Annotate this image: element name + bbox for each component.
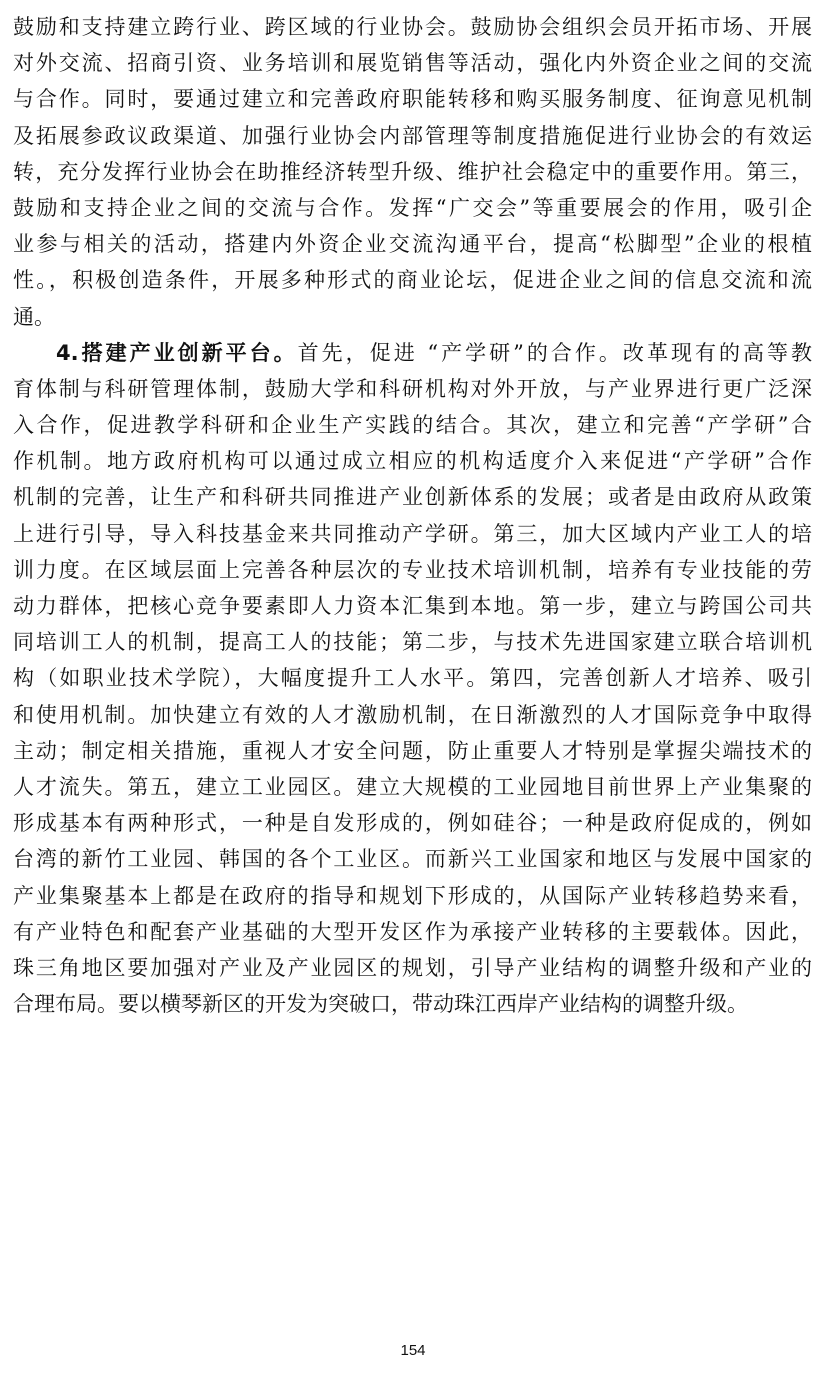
text-line: 机制的完善，让生产和科研共同推进产业创新体系的发展；或者是由政府从政策	[13, 485, 812, 510]
text-line: 作机制。地方政府机构可以通过成立相应的机构适度介入来促进“产学研”合作	[13, 449, 812, 474]
text-line: 业参与相关的活动，搭建内外资企业交流沟通平台，提高“松脚型”企业的根植	[13, 232, 812, 257]
text-line: 鼓励和支持建立跨行业、跨区域的行业协会。鼓励协会组织会员开拓市场、开展	[13, 15, 812, 39]
paragraph-industry-association	[13, 9, 812, 335]
text-line: 和使用机制。加快建立有效的人才激励机制，在日渐激烈的人才国际竞争中取得	[13, 702, 812, 727]
section-heading-title: 搭建产业创新平台。	[78, 340, 298, 365]
text-line: 主动；制定相关措施，重视人才安全问题，防止重要人才特别是掌握尖端技术的	[13, 738, 812, 763]
text-line: 育体制与科研管理体制，鼓励大学和科研机构对外开放，与产业界进行更广泛深	[13, 376, 812, 401]
paragraph-innovation-platform	[13, 335, 812, 1023]
text-line: 有产业特色和配套产业基础的大型开发区作为承接产业转移的主要载体。因此，	[13, 919, 812, 944]
text-line: 合理布局。要以横琴新区的开发为突破口，带动珠江西岸产业结构的调整升级。	[13, 992, 748, 1017]
text-line: 台湾的新竹工业园、韩国的各个工业区。而新兴工业国家和地区与发展中国家的	[13, 847, 812, 872]
text-line: 首先，促进 “产学研”的合作。改革现有的高等教	[297, 340, 812, 365]
text-line: 及拓展参政议政渠道、加强行业协会内部管理等制度措施促进行业协会的有效运	[13, 123, 812, 148]
text-line: 通。	[13, 304, 55, 329]
text-line: 形成基本有两种形式，一种是自发形成的，例如硅谷；一种是政府促成的，例如	[13, 811, 812, 836]
document-page	[13, 9, 812, 1022]
text-line: 上进行引导，导入科技基金来共同推动产学研。第三，加大区域内产业工人的培	[13, 521, 812, 546]
text-line: 训力度。在区域层面上完善各种层次的专业技术培训机制，培养有专业技能的劳	[13, 557, 812, 582]
text-line: 构（如职业技术学院），大幅度提升工人水平。第四，完善创新人才培养、吸引	[13, 666, 812, 691]
text-line: 动力群体，把核心竞争要素即人力资本汇集到本地。第一步，建立与跨国公司共	[13, 594, 812, 618]
text-line: 人才流失。第五，建立工业园区。建立大规模的工业园地目前世界上产业集聚的	[13, 774, 812, 799]
text-line: 与合作。同时，要通过建立和完善政府职能转移和购买服务制度、征询意见机制	[13, 87, 812, 112]
text-line: 入合作，促进教学科研和企业生产实践的结合。其次，建立和完善“产学研”合	[13, 413, 812, 438]
section-heading-line	[13, 335, 812, 371]
text-line: 鼓励和支持企业之间的交流与合作。发挥“广交会”等重要展会的作用，吸引企	[13, 195, 812, 220]
text-line: 转，充分发挥行业协会在助推经济转型升级、维护社会稳定中的重要作用。第三，	[13, 159, 812, 184]
text-line: 珠三角地区要加强对产业及产业园区的规划，引导产业结构的调整升级和产业的	[13, 955, 812, 980]
text-line: 性。，积极创造条件，开展多种形式的商业论坛，促进企业之间的信息交流和流	[13, 268, 812, 293]
text-line: 同培训工人的机制，提高工人的技能；第二步，与技术先进国家建立联合培训机	[13, 630, 812, 655]
text-line: 产业集聚基本上都是在政府的指导和规划下形成的，从国际产业转移趋势来看，	[13, 883, 812, 908]
page-number: 154	[400, 1342, 426, 1359]
section-heading-number: 4.	[56, 340, 79, 365]
text-line: 对外交流、招商引资、业务培训和展览销售等活动，强化内外资企业之间的交流	[13, 51, 812, 76]
